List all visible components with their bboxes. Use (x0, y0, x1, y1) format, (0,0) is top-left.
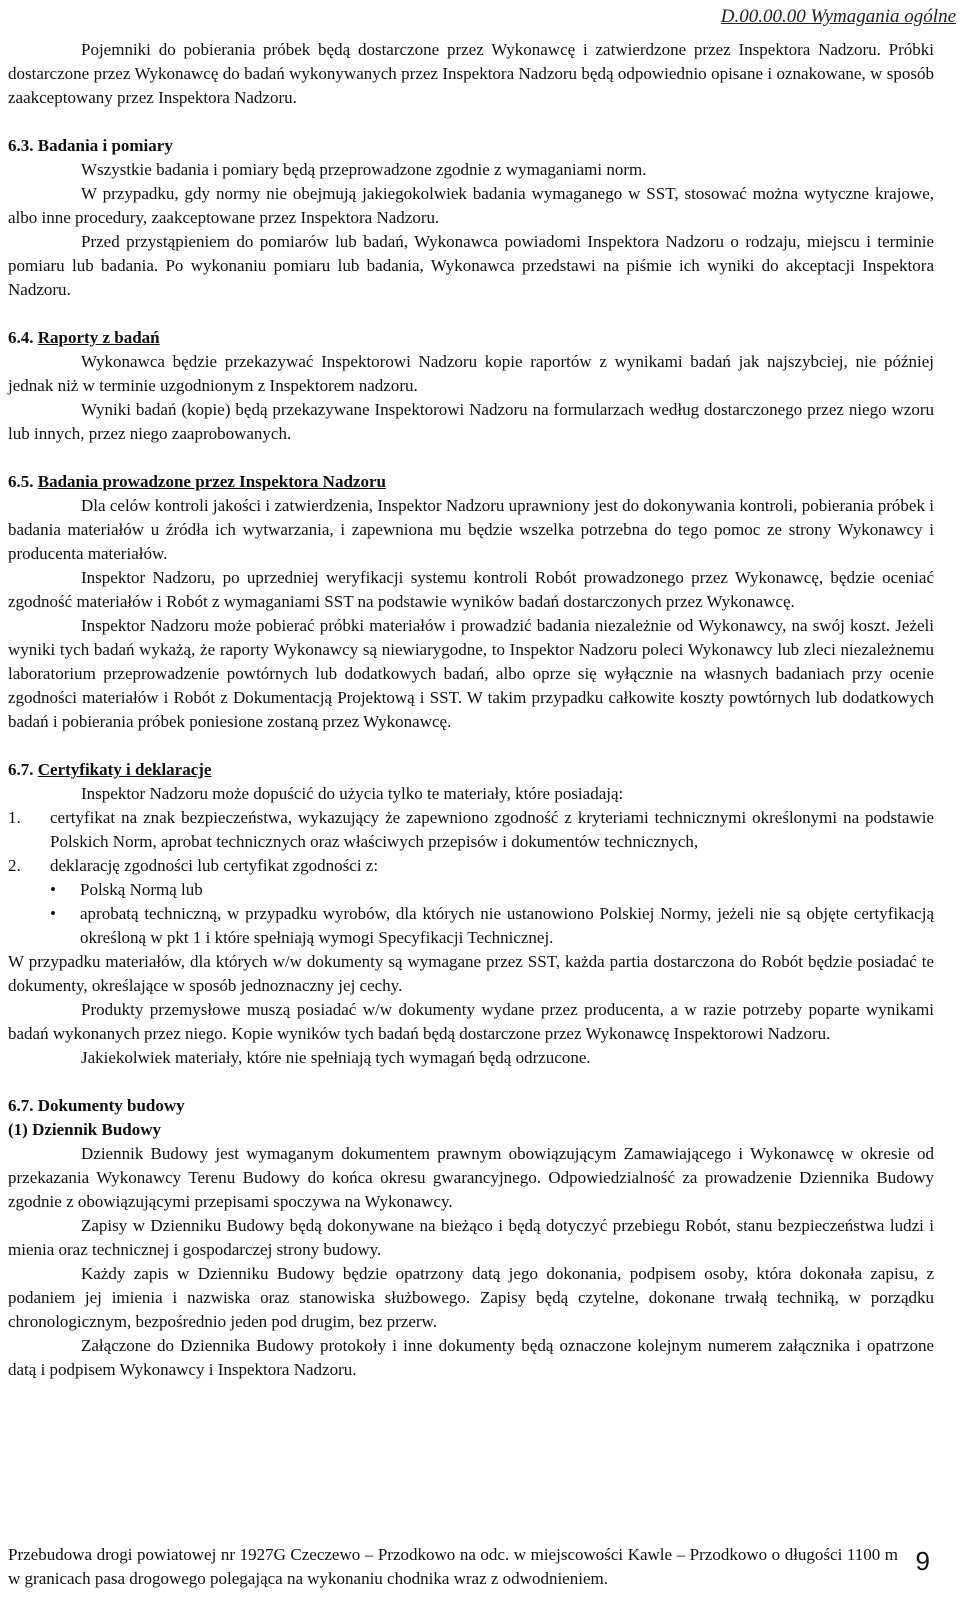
paragraph: Wykonawca będzie przekazywać Inspektorowi Nadzoru kopie raportów z wynikami badań jak najszybciej, nie później jednak niż w terminie uzgodnionym z Inspektorem nadzoru. (8, 352, 934, 395)
paragraph: Dla celów kontroli jakości i zatwierdzenia, Inspektor Nadzoru uprawniony jest do dokonywania kontroli, pobierania próbek i badania materiałów u źródła ich wytwarzania, i zapewniona mu będzie wszelka potrzebna do tego pomoc ze strony Wykonawcy i producenta materiałów. (8, 496, 934, 563)
bullet-icon: • (50, 904, 56, 923)
section-heading-6-3 (8, 134, 934, 158)
paragraph: Załączone do Dziennika Budowy protokoły i inne dokumenty będą oznaczone kolejnym numerem załącznika i opatrzone datą i podpisem Wykonawcy i Inspektora Nadzoru. (8, 1336, 934, 1379)
paragraph: Wyniki badań (kopie) będą przekazywane Inspektorowi Nadzoru na formularzach według dostarczonego przez niego wzoru lub innych, przez niego zaaprobowanych. (8, 400, 934, 443)
paragraph: Inspektor Nadzoru, po uprzedniej weryfikacji systemu kontroli Robót prowadzonego przez Wykonawcę, będzie oceniać zgodność materiałów i Robót z wymaganiami SST na podstawie wyników badań dostarczonych przez Wykonawcę. (8, 568, 934, 611)
list-item-text: certyfikat na znak bezpieczeństwa, wykazujący że zapewniono zgodność z kryteriami technicznymi określonymi na podstawie Polskich Norm, aprobat technicznych oraz właściwych przepisów i dokumentów technicznych, (50, 808, 934, 851)
subsection-heading: (1) Dziennik Budowy (8, 1120, 162, 1139)
section-title: Badania prowadzone przez Inspektora Nadzoru (37, 472, 386, 491)
page-footer: Przebudowa drogi powiatowej nr 1927G Czeczewo – Przodkowo na odc. w miejscowości Kawle – Przodkowo o długości 1100 m w granicach pasa drogowego polegająca na wykonaniu chodnika wraz z odwodnieniem. (8, 1545, 898, 1588)
paragraph: Wszystkie badania i pomiary będą przeprowadzone zgodnie z wymaganiami norm. (81, 160, 647, 179)
paragraph: Jakiekolwiek materiały, które nie spełniają tych wymagań będą odrzucone. (81, 1048, 591, 1067)
section-title: Raporty z badań (37, 328, 160, 347)
list-item-text: aprobatą techniczną, w przypadku wyrobów, dla których nie ustanowiono Polskiej Normy, jeżeli nie są objęte certyfikacją określoną w pkt 1 i które spełniają wymogi Specyfikacji Technicznej. (80, 904, 934, 947)
paragraph: W przypadku, gdy normy nie obejmują jakiegokolwiek badania wymaganego w SST, stosować można wytyczne krajowe, albo inne procedury, zaakceptowane przez Inspektora Nadzoru. (8, 184, 934, 227)
bullet-list-item (50, 902, 934, 950)
intro-paragraph: Pojemniki do pobierania próbek będą dostarczone przez Wykonawcę i zatwierdzone przez Inspektora Nadzoru. Próbki dostarczone przez Wykonawcę do badań wykonywanych przez Inspektora Nadzoru będą odpowiednio opisane i oznakowane, w sposób zaakceptowany przez Inspektora Nadzoru. (8, 40, 934, 107)
section-title: Badania i pomiary (37, 136, 173, 155)
section-heading-6-7-certificates (8, 758, 934, 782)
section-number: 6.3. (8, 136, 34, 155)
section-title: Certyfikaty i deklaracje (37, 760, 212, 779)
page-number: 9 (915, 1546, 930, 1576)
bullet-icon: • (50, 880, 56, 899)
document-content (8, 38, 934, 1382)
section-heading-6-7-documents (8, 1094, 934, 1118)
list-item-text: deklarację zgodności lub certyfikat zgodności z: (50, 856, 379, 875)
list-item-text: Polską Normą lub (80, 880, 203, 899)
paragraph: Produkty przemysłowe muszą posiadać w/w dokumenty wydane przez producenta, a w razie potrzeby poparte wynikami badań wykonanych przez niego. Kopie wyników tych badań będą dostarczone przez Wykonawcę Inspektorowi Nadzoru. (8, 1000, 934, 1043)
numbered-list-item (8, 854, 934, 878)
bullet-list-item (50, 878, 934, 902)
list-number: 1. (8, 808, 21, 827)
section-title: Dokumenty budowy (37, 1096, 185, 1115)
paragraph: Każdy zapis w Dzienniku Budowy będzie opatrzony datą jego dokonania, podpisem osoby, która dokonała zapisu, z podaniem jej imienia i nazwiska oraz stanowiska służbowego. Zapisy będą czytelne, dokonane trwałą techniką, w porządku chronologicznym, bezpośrednio jeden pod drugim, bez przerw. (8, 1264, 934, 1331)
section-heading-6-4 (8, 326, 934, 350)
section-heading-6-5 (8, 470, 934, 494)
paragraph: Inspektor Nadzoru może pobierać próbki materiałów i prowadzić badania niezależnie od Wykonawcy, na swój koszt. Jeżeli wyniki tych badań wykażą, że raporty Wykonawcy są niewiarygodne, to Inspektor Nadzoru poleci Wykonawcy lub zleci niezależnemu laboratorium przeprowadzenie powtórnych lub dodatkowych badań, albo oprze się wyłącznie na własnych badaniach przy ocenie zgodności materiałów i Robót z Dokumentacją Projektową i SST. W takim przypadku całkowite koszty powtórnych lub dodatkowych badań i pobierania próbek poniesione zostaną przez Wykonawcę. (8, 616, 934, 731)
paragraph: Zapisy w Dzienniku Budowy będą dokonywane na bieżąco i będą dotyczyć przebiegu Robót, stanu bezpieczeństwa ludzi i mienia oraz technicznej i gospodarczej strony budowy. (8, 1216, 934, 1259)
document-code-header: D.00.00.00 Wymagania ogólne (720, 6, 956, 27)
list-number: 2. (8, 856, 21, 875)
numbered-list-item (8, 806, 934, 854)
section-number: 6.7. (8, 760, 34, 779)
section-number: 6.5. (8, 472, 34, 491)
section-number: 6.7. (8, 1096, 34, 1115)
paragraph: W przypadku materiałów, dla których w/w dokumenty są wymagane przez SST, każda partia dostarczona do Robót będzie posiadać te dokumenty, określające w sposób jednoznaczny jej cechy. (8, 952, 934, 995)
section-number: 6.4. (8, 328, 34, 347)
paragraph: Dziennik Budowy jest wymaganym dokumentem prawnym obowiązującym Zamawiającego i Wykonawcę w okresie od przekazania Wykonawcy Terenu Budowy do końca okresu gwarancyjnego. Odpowiedzialność za prowadzenie Dziennika Budowy zgodnie z obowiązującymi przepisami spoczywa na Wykonawcy. (8, 1144, 934, 1211)
paragraph: Inspektor Nadzoru może dopuścić do użycia tylko te materiały, które posiadają: (81, 784, 624, 803)
paragraph: Przed przystąpieniem do pomiarów lub badań, Wykonawca powiadomi Inspektora Nadzoru o rodzaju, miejscu i terminie pomiaru lub badania. Po wykonaniu pomiaru lub badania, Wykonawca przedstawi na piśmie ich wyniki do akceptacji Inspektora Nadzoru. (8, 232, 934, 299)
